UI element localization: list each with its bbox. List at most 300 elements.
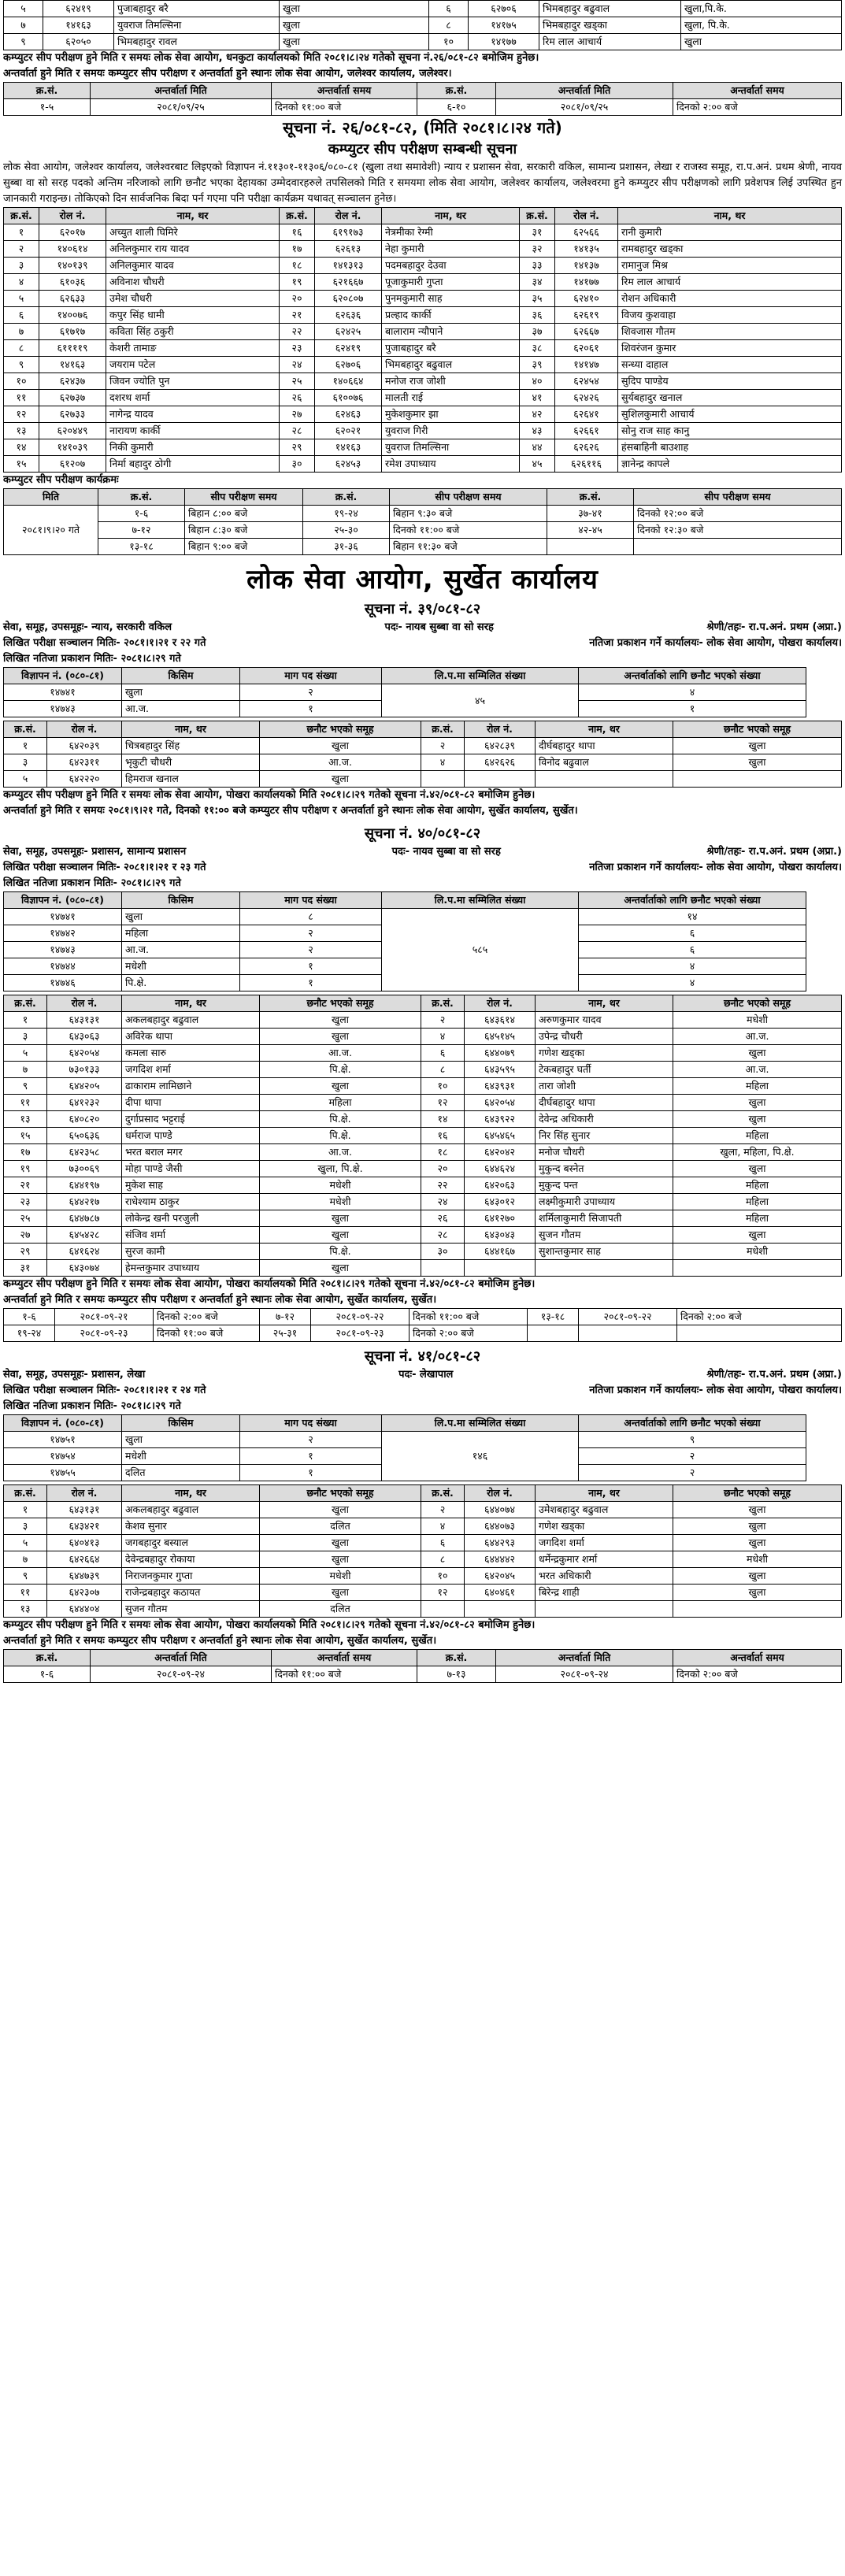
table-cell: ६४२०५४: [465, 1095, 536, 1111]
column-header: सीप परीक्षण समय: [185, 489, 303, 506]
table-cell: ९: [4, 34, 43, 50]
notice-40-meta-1: [3, 844, 842, 860]
table-cell: १४०१३९: [39, 258, 106, 274]
table-cell: १५: [4, 1128, 47, 1144]
column-header: क्र.सं.: [4, 721, 47, 738]
table-cell: हेमन्तकुमार उपाध्याय: [122, 1260, 260, 1277]
table-cell: भरत अधिकारी: [536, 1568, 673, 1585]
table-cell: ३४: [520, 274, 555, 291]
notice-41-interview-line: अन्तर्वार्ता हुने मिति र समयः कम्प्युटर सीप परीक्षण र अन्तर्वार्ता हुने स्थानः लोक सेवा आयोग, सुर्खेत कार्यालय, सुर्खेत।: [3, 1635, 437, 1647]
table-cell: १६: [280, 224, 315, 241]
table-cell: १२: [421, 1585, 465, 1601]
table-cell: १४१४७: [555, 357, 618, 373]
table-cell: खुला: [122, 684, 240, 701]
table-cell: सुशिलकुमारी आचार्य: [618, 406, 842, 423]
table-cell: [421, 771, 465, 788]
table-cell: दिनको ११:०० बजे: [154, 1325, 260, 1342]
table-cell: खुला: [260, 1585, 421, 1601]
table-cell: [465, 1260, 536, 1277]
table-cell: सोनु राज साह कानु: [618, 423, 842, 439]
table-cell: १९: [4, 1161, 47, 1177]
column-header: किसिम: [122, 668, 240, 684]
table-cell: १: [4, 1012, 47, 1029]
column-header: किसिम: [122, 1415, 240, 1432]
table-cell: खुला: [280, 34, 429, 50]
table-cell: २१: [280, 307, 315, 324]
table-cell: १०: [421, 1078, 465, 1095]
table-cell: रामानुज मिश्र: [618, 258, 842, 274]
table-cell: ५: [4, 1045, 47, 1062]
table-cell: सुरज कामी: [122, 1244, 260, 1260]
table-cell: बिहान ९:०० बजे: [185, 539, 303, 555]
table-cell: शिवरंजन कुमार: [618, 340, 842, 357]
table-row: [4, 456, 842, 473]
table-cell: १४७४६: [4, 975, 122, 991]
column-header: क्र.सं.: [421, 995, 465, 1012]
table-cell: ६२७३३: [39, 406, 106, 423]
table-cell: १-६: [4, 1309, 55, 1325]
column-header: अन्तर्वार्ताको लागि छनौट भएको संख्या: [579, 668, 806, 684]
table-cell: दीर्घबहादुर थापा: [536, 738, 673, 754]
notice-26-candidate-table: [3, 207, 842, 473]
table-cell: [465, 1601, 536, 1618]
table-cell: निराजनकुमार गुप्ता: [122, 1568, 260, 1585]
table-cell: सुदिप पाण्डेय: [618, 373, 842, 390]
table-cell: दिनको २:०० बजे: [673, 1666, 842, 1683]
table-cell: युवराज तिमल्सिना: [382, 439, 520, 456]
table-cell: १४७४१: [4, 684, 122, 701]
table-cell: २५-३१: [260, 1325, 311, 1342]
table-cell: रिम लाल आचार्य: [618, 274, 842, 291]
column-header: विज्ञापन नं. (०८०-८१): [4, 892, 122, 909]
table-cell: ६२६३३: [39, 291, 106, 307]
table-cell: २२: [280, 324, 315, 340]
table-cell: ३१: [4, 1260, 47, 1277]
table-cell: विनोद बढुवाल: [536, 754, 673, 771]
table-cell: ९: [4, 357, 39, 373]
table-cell: तारा जोशी: [536, 1078, 673, 1095]
table-cell: ६४०४१३: [47, 1535, 122, 1551]
table-cell: २: [240, 942, 382, 958]
table-cell: पि.क्षे.: [260, 1062, 421, 1078]
table-cell: बालाराम न्यौपाने: [382, 324, 520, 340]
table-cell: युवराज गिरी: [382, 423, 520, 439]
column-header: अन्तर्वार्ता समय: [272, 83, 417, 99]
table-cell: दलित: [260, 1518, 421, 1535]
column-header: रोल नं.: [315, 208, 382, 224]
column-header: नाम, थर: [122, 721, 260, 738]
table-cell: युवराज तिमल्सिना: [114, 17, 280, 34]
table-cell: ६४१२७०: [465, 1210, 536, 1227]
table-cell: खुला: [673, 1585, 842, 1601]
notice-26-subtitle: कम्प्युटर सीप परीक्षण सम्बन्धी सूचना: [328, 141, 517, 158]
table-cell: महिला: [673, 1128, 842, 1144]
column-header: क्र.सं.: [280, 208, 315, 224]
table-cell: मधेशी: [260, 1194, 421, 1210]
table-cell: १: [4, 224, 39, 241]
table-cell: २: [240, 1432, 382, 1448]
table-cell: पि.क्षे.: [260, 1111, 421, 1128]
notice-41-meta-2: [3, 1383, 842, 1399]
table-cell: खुला: [673, 1568, 842, 1585]
table-cell: ६४२३५८: [47, 1144, 122, 1161]
table-cell: खुला: [260, 1078, 421, 1095]
table-cell: ६११११९: [39, 340, 106, 357]
table-cell: ६२०१७: [39, 224, 106, 241]
table-cell: ६४४०७३: [465, 1518, 536, 1535]
column-header: नाम, थर: [106, 208, 280, 224]
table-row: [4, 1518, 842, 1535]
table-cell: ४२: [520, 406, 555, 423]
table-cell: ६: [579, 942, 806, 958]
column-header: रोल नं.: [47, 1485, 122, 1502]
table-row: [4, 274, 842, 291]
table-cell: अरुणकुमार यादव: [536, 1012, 673, 1029]
table-row: [4, 1210, 842, 1227]
column-header: नाम, थर: [536, 995, 673, 1012]
column-header: माग पद संख्या: [240, 892, 382, 909]
table-cell: १-६: [98, 506, 185, 522]
table-cell: आ.ज.: [122, 701, 240, 717]
table-cell: १४७४१: [4, 909, 122, 925]
table-cell: ७: [4, 324, 39, 340]
table-cell: ३९: [520, 357, 555, 373]
table-cell: ६२४५४: [555, 373, 618, 390]
table-cell: ६४१२३२: [47, 1095, 122, 1111]
table-row: [4, 1029, 842, 1045]
table-cell: ६: [421, 1045, 465, 1062]
table-cell: १४१६३: [39, 357, 106, 373]
column-header: क्र.सं.: [4, 83, 91, 99]
schedule-row: [4, 1325, 842, 1342]
table-cell: सन्ध्या दाहाल: [618, 357, 842, 373]
table-cell: खुला: [260, 771, 421, 788]
table-cell: १४७५१: [4, 1432, 122, 1448]
notice-41-title: सूचना नं. ४१/०८१-८२: [364, 1348, 481, 1365]
written-exam-count: १४६: [382, 1432, 579, 1481]
table-cell: [547, 539, 634, 555]
table-cell: १४०६१४: [39, 241, 106, 258]
table-cell: ६४४२०५: [47, 1078, 122, 1095]
table-cell: महिला: [673, 1194, 842, 1210]
table-cell: २६: [280, 390, 315, 406]
column-header: क्र.सं.: [417, 83, 496, 99]
table-cell: [421, 1601, 465, 1618]
table-row: [4, 1012, 842, 1029]
table-cell: पुनमकुमारी साह: [382, 291, 520, 307]
table-cell: ६४५४२८: [47, 1227, 122, 1244]
table-cell: दिनको २:०० बजे: [154, 1309, 260, 1325]
table-row: [4, 423, 842, 439]
table-cell: ८: [421, 1551, 465, 1568]
program-row: [4, 506, 842, 522]
notice-26-program-title: कम्प्युटर सीप परीक्षण कार्यक्रमः: [3, 474, 119, 486]
table-row: [4, 1161, 842, 1177]
table-cell: १४१३१३: [315, 258, 382, 274]
table-cell: ४१: [520, 390, 555, 406]
table-cell: मधेशी: [260, 1177, 421, 1194]
table-cell: ६: [429, 1, 469, 17]
table-cell: नारायण कार्की: [106, 423, 280, 439]
table-cell: ६२४१९: [315, 340, 382, 357]
table-cell: १४००७६: [39, 307, 106, 324]
column-header: किसिम: [122, 892, 240, 909]
table-cell: १४: [4, 439, 39, 456]
table-cell: ११: [4, 1095, 47, 1111]
table-cell: आ.ज.: [673, 1062, 842, 1078]
table-cell: मधेशी: [673, 1551, 842, 1568]
table-cell: ६४२६६४: [47, 1551, 122, 1568]
column-header: छनौट भएको समूह: [673, 995, 842, 1012]
table-cell: १२: [421, 1095, 465, 1111]
table-row: [4, 1535, 842, 1551]
column-header: रोल नं.: [465, 995, 536, 1012]
table-cell: ७३००६९: [47, 1161, 122, 1177]
table-cell: ४३: [520, 423, 555, 439]
table-cell: १४०६६४: [315, 373, 382, 390]
table-cell: ६१०३६: [39, 274, 106, 291]
table-cell: ६४०४६१: [465, 1585, 536, 1601]
table-cell: ४: [421, 1029, 465, 1045]
service-group: सेवा, समूह, उपसमूहः- प्रशासन, लेखा: [3, 1369, 146, 1381]
table-row: [4, 1244, 842, 1260]
table-cell: २५-३०: [303, 522, 390, 539]
table-cell: जगदिश शर्मा: [122, 1062, 260, 1078]
table-cell: रिम लाल आचार्य: [539, 34, 681, 50]
table-cell: २०: [421, 1161, 465, 1177]
table-cell: पुजाबहादुर बरै: [382, 340, 520, 357]
table-cell: २: [240, 925, 382, 942]
table-cell: ११: [4, 390, 39, 406]
table-cell: खुला: [122, 1432, 240, 1448]
table-cell: ३१-३६: [303, 539, 390, 555]
table-cell: [673, 1601, 842, 1618]
vacancy-row: [4, 909, 806, 925]
table-cell: मनोज राज जोशी: [382, 373, 520, 390]
table-cell: ५: [4, 1, 43, 17]
table-cell: १४७५५: [4, 1465, 122, 1481]
table-cell: २: [579, 1465, 806, 1481]
table-cell: ६२०४४९: [39, 423, 106, 439]
table-row: [4, 1128, 842, 1144]
table-cell: दीर्घबहादुर थापा: [536, 1095, 673, 1111]
table-cell: मधेशी: [122, 1448, 240, 1465]
column-header: रोल नं.: [465, 1485, 536, 1502]
table-cell: सुशान्तकुमार साह: [536, 1244, 673, 1260]
table-cell: १२: [4, 406, 39, 423]
column-header: नाम, थर: [536, 721, 673, 738]
table-cell: खुला: [673, 1518, 842, 1535]
table-cell: १४१०३९: [39, 439, 106, 456]
service-group: सेवा, समूह, उपसमूहः- न्याय, सरकारी वकिल: [3, 621, 172, 633]
interview-schedule-table: [3, 82, 842, 116]
table-cell: भरत बराल मगर: [122, 1144, 260, 1161]
table-cell: मुकुन्द बस्नेत: [536, 1161, 673, 1177]
table-cell: [634, 539, 842, 555]
table-cell: ८: [429, 17, 469, 34]
table-cell: १४१६३: [43, 17, 114, 34]
table-cell: ६४३१३१: [47, 1012, 122, 1029]
table-cell: ६४५१४५: [465, 1029, 536, 1045]
table-row: [4, 390, 842, 406]
column-header: लि.प.मा सम्मिलित संख्या: [382, 1415, 579, 1432]
table-cell: ६२६२६: [555, 439, 618, 456]
table-cell: दलित: [260, 1601, 421, 1618]
table-row: [4, 1078, 842, 1095]
table-cell: ६२४२६: [555, 390, 618, 406]
table-cell: ९: [579, 1432, 806, 1448]
table-cell: देवेन्द्रबहादुर रोकाया: [122, 1551, 260, 1568]
table-row: [4, 1045, 842, 1062]
column-header: रोल नं.: [47, 721, 122, 738]
table-cell: २१: [4, 1177, 47, 1194]
table-cell: रमेश उपाध्याय: [382, 456, 520, 473]
table-cell: ६२०२१: [315, 423, 382, 439]
schedule-row: [4, 1309, 842, 1325]
table-cell: ६४४१९७: [47, 1177, 122, 1194]
level: श्रेणी/तहः- रा.प.अनं. प्रथम (अप्रा.): [706, 1369, 842, 1381]
table-cell: २०८१-०९-२२: [311, 1309, 410, 1325]
table-row: [4, 224, 842, 241]
table-cell: मालती राई: [382, 390, 520, 406]
table-cell: खुला: [673, 1227, 842, 1244]
table-cell: ६२१६६७: [315, 274, 382, 291]
table-cell: गणेश खड्का: [536, 1518, 673, 1535]
table-cell: ४: [421, 1518, 465, 1535]
table-cell: जगदिश शर्मा: [536, 1535, 673, 1551]
table-cell: ४४: [520, 439, 555, 456]
table-cell: महिला: [673, 1078, 842, 1095]
notice-40-meta-2: [3, 860, 842, 876]
table-cell: १८: [280, 258, 315, 274]
table-cell: १४७४२: [4, 925, 122, 942]
table-cell: १६: [421, 1128, 465, 1144]
table-cell: २: [579, 1448, 806, 1465]
table-cell: १: [240, 975, 382, 991]
table-cell: २०: [280, 291, 315, 307]
notice-40-candidate-table: [3, 995, 842, 1277]
table-cell: हिमराज खनाल: [122, 771, 260, 788]
table-cell: ६४२६२६: [465, 754, 536, 771]
table-cell: खुला: [260, 1012, 421, 1029]
table-cell: ४०: [520, 373, 555, 390]
table-cell: भिमबहादुर बढुवाल: [539, 1, 681, 17]
table-cell: ३: [4, 1029, 47, 1045]
notice-40-title: सूचना नं. ४०/०८१-८२: [364, 825, 481, 842]
table-row: [4, 1194, 842, 1210]
table-row: [4, 1502, 842, 1518]
table-cell: खुला: [260, 1551, 421, 1568]
table-row: [4, 1177, 842, 1194]
table-cell: ३८: [520, 340, 555, 357]
table-cell: दलित: [122, 1465, 240, 1481]
table-cell: २: [421, 1012, 465, 1029]
table-cell: ५: [4, 291, 39, 307]
table-cell: दशरथ शर्मा: [106, 390, 280, 406]
table-cell: १४७४३: [4, 942, 122, 958]
column-header: अन्तर्वार्ताको लागि छनौट भएको संख्या: [579, 1415, 806, 1432]
table-cell: खुला: [280, 1, 429, 17]
table-cell: कविता सिंह ठकुरी: [106, 324, 280, 340]
column-header: नाम, थर: [618, 208, 842, 224]
table-cell: ६२४५३: [315, 456, 382, 473]
column-header: सीप परीक्षण समय: [390, 489, 547, 506]
table-cell: २०८१-०९-२१: [55, 1309, 154, 1325]
table-cell: ६२४६३: [315, 406, 382, 423]
column-header: छनौट भएको समूह: [260, 721, 421, 738]
table-cell: अविनाश चौधरी: [106, 274, 280, 291]
table-cell: १९: [280, 274, 315, 291]
column-header: अन्तर्वार्ता समय: [272, 1650, 417, 1666]
post: पदः- लेखापाल: [398, 1369, 454, 1381]
exam-date: लिखित परीक्षा सञ्चालन मितिः- २०८१।१।२१ र २४ गते: [3, 1384, 206, 1396]
table-cell: २०८१-०९-२४: [496, 1666, 673, 1683]
table-cell: पि.क्षे.: [260, 1244, 421, 1260]
table-cell: ६४४१६७: [465, 1244, 536, 1260]
table-cell: ६१२०७: [39, 456, 106, 473]
table-cell: ३०: [280, 456, 315, 473]
table-cell: २७: [4, 1227, 47, 1244]
column-header: रोल नं.: [47, 995, 122, 1012]
table-cell: १७: [4, 1144, 47, 1161]
table-cell: अनिलकुमार यादव: [106, 258, 280, 274]
table-cell: खुला: [673, 1045, 842, 1062]
table-cell: खुला: [260, 1260, 421, 1277]
column-header: मिति: [4, 489, 98, 506]
notice-39-interview-line: अन्तर्वार्ता हुने मिति र समयः २०८१।९।२१ गते, दिनको ११:०० बजे कम्प्युटर सीप परीक्षण र अन्तर्वार्ता हुने स्थानः लोक सेवा आयोग, सुर्खेत कार्यालय, सुर्खेत।: [3, 805, 578, 817]
table-cell: ६२६६७: [555, 324, 618, 340]
table-cell: ६४३६१४: [465, 1012, 536, 1029]
table-cell: ६४४६२४: [465, 1161, 536, 1177]
table-cell: १४१७५: [469, 17, 539, 34]
table-row: [4, 1144, 842, 1161]
table-cell: महिला: [122, 925, 240, 942]
table-cell: मुकेश साह: [122, 1177, 260, 1194]
table-cell: सुजन गौतम: [536, 1227, 673, 1244]
table-cell: जयराम पटेल: [106, 357, 280, 373]
table-cell: ६४२०५४: [47, 1045, 122, 1062]
table-cell: मधेशी: [673, 1012, 842, 1029]
table-cell: ६२०८०७: [315, 291, 382, 307]
table-cell: ६२४१९: [43, 1, 114, 17]
table-cell: दिनको २:०० बजे: [410, 1325, 528, 1342]
column-header: छनौट भएको समूह: [673, 1485, 842, 1502]
table-cell: ६४१६२४: [47, 1244, 122, 1260]
column-header: लि.प.मा सम्मिलित संख्या: [382, 892, 579, 909]
table-cell: ६२४३७: [39, 373, 106, 390]
table-cell: खुला, महिला, पि.क्षे.: [673, 1144, 842, 1161]
table-cell: [528, 1325, 579, 1342]
table-cell: १४: [421, 1111, 465, 1128]
table-cell: ४: [421, 754, 465, 771]
table-row: [4, 241, 842, 258]
table-cell: १४: [579, 909, 806, 925]
column-header: नाम, थर: [122, 1485, 260, 1502]
column-header: क्र.सं.: [4, 995, 47, 1012]
table-cell: ७: [4, 1551, 47, 1568]
result-date: लिखित नतिजा प्रकाशन मितिः- २०८१।८।२९ गते: [3, 877, 181, 889]
table-cell: ६२६१३: [315, 241, 382, 258]
table-cell: ६२०५०: [43, 34, 114, 50]
table-cell: २: [240, 684, 382, 701]
table-cell: ६२७३७: [39, 390, 106, 406]
table-cell: ३: [4, 258, 39, 274]
table-cell: ७: [4, 17, 43, 34]
table-cell: ३: [4, 754, 47, 771]
table-cell: ६४२२२०: [47, 771, 122, 788]
table-cell: रोशन अधिकारी: [618, 291, 842, 307]
table-cell: ४२-४५: [547, 522, 634, 539]
